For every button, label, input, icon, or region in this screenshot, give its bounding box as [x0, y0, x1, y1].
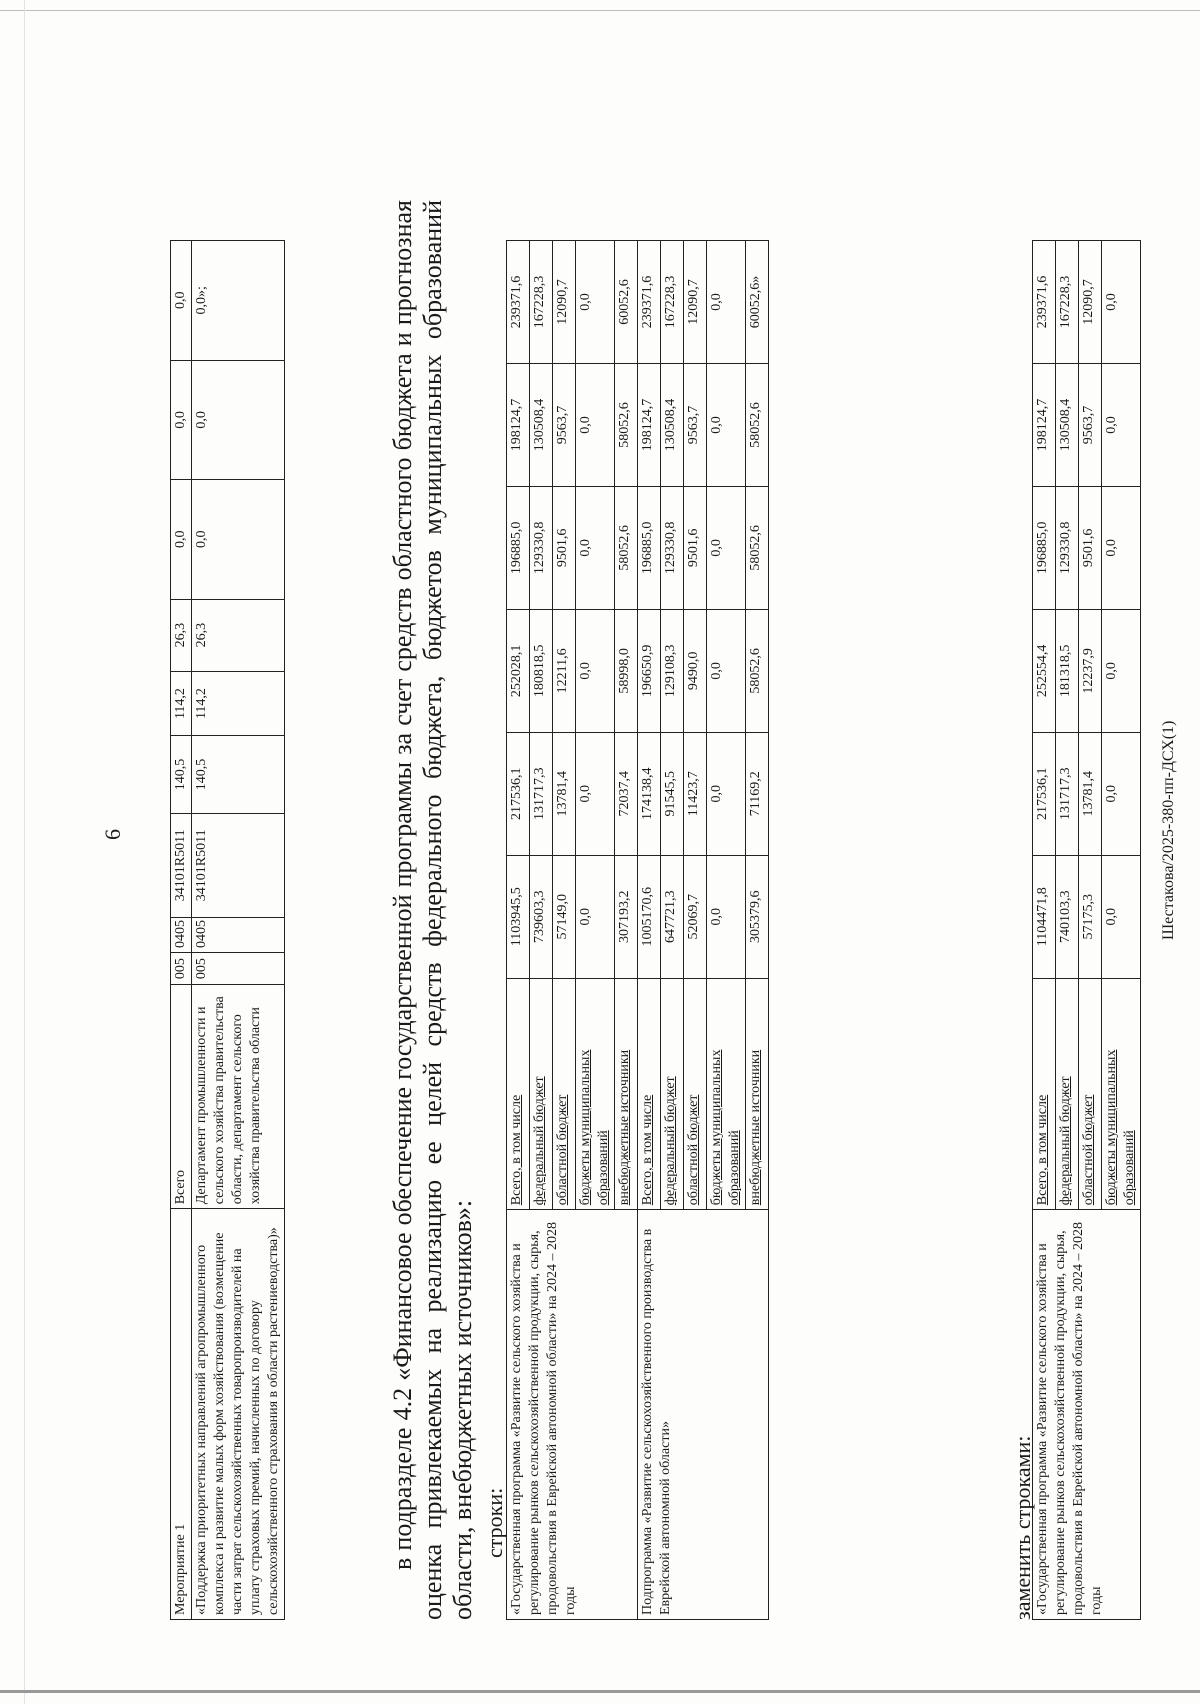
old-rows-table [506, 240, 769, 1620]
year-value-cell: 198124,7 [507, 363, 530, 486]
year-value-cell: 196885,0 [638, 486, 661, 609]
funding-source-cell: внебюджетные источники [746, 978, 769, 1210]
total-value-cell: 740103,3 [1056, 855, 1079, 978]
value-cell: 0,0 [192, 480, 285, 599]
section-code-cell: 0405 [192, 918, 285, 953]
section-code-cell: 0405 [171, 918, 192, 953]
year-value-cell: 196885,0 [1033, 486, 1056, 609]
year-value-cell: 129108,3 [661, 609, 684, 732]
value-cell: 140,5 [171, 736, 192, 813]
funding-source-cell: бюджеты муниципальных образований [576, 978, 615, 1210]
year-value-cell: 196885,0 [507, 486, 530, 609]
total-value-cell: 1005170,6 [638, 855, 661, 978]
year-value-cell: 0,0 [707, 609, 746, 732]
scan-top-edge [0, 0, 1200, 11]
year-value-cell: 196650,9 [638, 609, 661, 732]
year-value-cell: 58052,6 [746, 363, 769, 486]
grbs-code-cell: 005 [171, 952, 192, 984]
year-value-cell: 58052,6 [746, 486, 769, 609]
value-cell: 26,3 [171, 599, 192, 671]
program-name-cell: «Государственная программа «Развитие сельского хозяйства и регулирование рынков сельскохозяйственной продукции, сырья, продовольствия в Еврейской автономной области» на 2024 – 2028 годы [1033, 1210, 1141, 1620]
total-value-cell: 1104471,8 [1033, 855, 1056, 978]
table-row [171, 241, 192, 1620]
scan-bottom-edge [0, 1690, 1200, 1693]
executor-cell: Департамент промышленности и сельского хозяйства правительства области, департамент сельского хозяйства правительства области [192, 985, 285, 1209]
value-cell: 0,0 [171, 241, 192, 361]
year-value-cell: 58052,6 [615, 486, 638, 609]
year-value-cell: 239371,6 [638, 241, 661, 364]
year-value-cell: 0,0 [707, 241, 746, 364]
funding-source-cell: федеральный бюджет [1056, 978, 1079, 1210]
year-value-cell: 252028,1 [507, 609, 530, 732]
year-value-cell: 12090,7 [684, 241, 707, 364]
year-value-cell: 13781,4 [553, 732, 576, 855]
year-value-cell: 0,0 [1102, 241, 1141, 364]
funding-source-cell: областной бюджет [1079, 978, 1102, 1210]
funding-source-cell: областной бюджет [684, 978, 707, 1210]
year-value-cell: 252554,4 [1033, 609, 1056, 732]
value-cell: 114,2 [192, 671, 285, 736]
target-article-cell: 34101R5011 [192, 813, 285, 918]
funding-source-cell: бюджеты муниципальных образований [707, 978, 746, 1210]
table-row [507, 241, 530, 1620]
year-value-cell: 9563,7 [1079, 363, 1102, 486]
funding-source-cell: Всего, в том числе [507, 978, 530, 1210]
year-value-cell: 129330,8 [530, 486, 553, 609]
year-value-cell: 12090,7 [1079, 241, 1102, 364]
table-row [1033, 241, 1056, 1620]
year-value-cell: 180818,5 [530, 609, 553, 732]
year-value-cell: 9501,6 [1079, 486, 1102, 609]
document-footer-id: Шестакова/2025-380-пп-ДСХ(1) [1160, 720, 1177, 940]
value-cell: 114,2 [171, 671, 192, 736]
year-value-cell: 12237,9 [1079, 609, 1102, 732]
total-value-cell: 0,0 [707, 855, 746, 978]
table-row [638, 241, 661, 1620]
year-value-cell: 9563,7 [684, 363, 707, 486]
year-value-cell: 72037,4 [615, 732, 638, 855]
year-value-cell: 0,0 [1102, 732, 1141, 855]
total-value-cell: 739603,3 [530, 855, 553, 978]
year-value-cell: 131717,3 [1056, 732, 1079, 855]
page-number: 6 [100, 829, 125, 840]
year-value-cell: 129330,8 [1056, 486, 1079, 609]
year-value-cell: 58052,6 [615, 363, 638, 486]
paragraph-text: в подразделе 4.2 «Финансовое обеспечение государственной программы за счет средств областного бюджета и прогнозная оценка привлекаемых на реализацию ее целей средств федерального бюджета, бюджетов муниципальных образований области, внебюджетных источников»: [388, 200, 477, 1620]
year-value-cell: 0,0 [1102, 486, 1141, 609]
year-value-cell: 58998,0 [615, 609, 638, 732]
total-value-cell: 1103945,5 [507, 855, 530, 978]
table-row [192, 241, 285, 1620]
funding-source-cell: Всего, в том числе [638, 978, 661, 1210]
grbs-code-cell: 005 [192, 952, 285, 984]
year-value-cell: 9563,7 [553, 363, 576, 486]
subprogram-name-cell: Подпрограмма «Развитие сельскохозяйственного производства в Еврейской автономной области» [638, 1210, 769, 1620]
year-value-cell: 167228,3 [661, 241, 684, 364]
year-value-cell: 60052,6 [615, 241, 638, 364]
year-value-cell: 0,0 [707, 732, 746, 855]
measure-title: Мероприятие 1 [171, 1209, 192, 1620]
year-value-cell: 0,0 [1102, 363, 1141, 486]
year-value-cell: 9501,6 [553, 486, 576, 609]
funding-source-cell: внебюджетные источники [615, 978, 638, 1210]
year-value-cell: 0,0 [576, 732, 615, 855]
replace-label: заменить строками: [1010, 1435, 1035, 1620]
year-value-cell: 0,0 [576, 241, 615, 364]
year-value-cell: 0,0 [576, 486, 615, 609]
measure-table [170, 240, 285, 1620]
scan-left-edge [0, 0, 25, 1704]
year-value-cell: 9501,6 [684, 486, 707, 609]
year-value-cell: 9490,0 [684, 609, 707, 732]
year-value-cell: 0,0 [1102, 609, 1141, 732]
year-value-cell: 239371,6 [1033, 241, 1056, 364]
year-value-cell: 131717,3 [530, 732, 553, 855]
year-value-cell: 11423,7 [684, 732, 707, 855]
year-value-cell: 0,0 [576, 363, 615, 486]
funding-source-cell: бюджеты муниципальных образований [1102, 978, 1141, 1210]
value-cell: 0,0»; [192, 241, 285, 361]
year-value-cell: 71169,2 [746, 732, 769, 855]
year-value-cell: 198124,7 [638, 363, 661, 486]
total-value-cell: 52069,7 [684, 855, 707, 978]
funding-source-cell: областной бюджет [553, 978, 576, 1210]
lines-label: строки: [482, 1487, 507, 1558]
year-value-cell: 60052,6» [746, 241, 769, 364]
year-value-cell: 167228,3 [1056, 241, 1079, 364]
executor-cell: Всего [171, 985, 192, 1209]
year-value-cell: 198124,7 [1033, 363, 1056, 486]
year-value-cell: 58052,6 [746, 609, 769, 732]
year-value-cell: 129330,8 [661, 486, 684, 609]
year-value-cell: 0,0 [707, 486, 746, 609]
year-value-cell: 0,0 [576, 609, 615, 732]
total-value-cell: 647721,3 [661, 855, 684, 978]
funding-source-cell: федеральный бюджет [530, 978, 553, 1210]
paragraph-indent [388, 1570, 417, 1620]
year-value-cell: 13781,4 [1079, 732, 1102, 855]
total-value-cell: 0,0 [576, 855, 615, 978]
measure-description: «Поддержка приоритетных направлений агропромышленного комплекса и развитие малых форм хозяйствования (возмещение части затрат сельскохозяйственных товаропроизводителей на уплату страховых премий, начисленных по договору сельскохозяйственного страхования в области растениеводства)» [192, 1209, 285, 1620]
year-value-cell: 91545,5 [661, 732, 684, 855]
year-value-cell: 217536,1 [507, 732, 530, 855]
year-value-cell: 130508,4 [530, 363, 553, 486]
program-name-cell: «Государственная программа «Развитие сельского хозяйства и регулирование рынков сельскохозяйственной продукции, сырья, продовольствия в Еврейской автономной области» на 2024 – 2028 годы [507, 1210, 638, 1620]
total-value-cell: 57149,0 [553, 855, 576, 978]
year-value-cell: 0,0 [707, 363, 746, 486]
year-value-cell: 130508,4 [1056, 363, 1079, 486]
year-value-cell: 167228,3 [530, 241, 553, 364]
year-value-cell: 130508,4 [661, 363, 684, 486]
year-value-cell: 217536,1 [1033, 732, 1056, 855]
total-value-cell: 307193,2 [615, 855, 638, 978]
value-cell: 0,0 [171, 360, 192, 479]
total-value-cell: 57175,3 [1079, 855, 1102, 978]
rotated-content [170, 60, 1200, 1620]
value-cell: 0,0 [192, 360, 285, 479]
year-value-cell: 181318,5 [1056, 609, 1079, 732]
value-cell: 0,0 [171, 480, 192, 599]
new-rows-table [1032, 240, 1141, 1620]
year-value-cell: 239371,6 [507, 241, 530, 364]
value-cell: 26,3 [192, 599, 285, 671]
year-value-cell: 12090,7 [553, 241, 576, 364]
year-value-cell: 174138,4 [638, 732, 661, 855]
year-value-cell: 12211,6 [553, 609, 576, 732]
funding-source-cell: Всего, в том числе [1033, 978, 1056, 1210]
total-value-cell: 305379,6 [746, 855, 769, 978]
amendment-paragraph [388, 200, 478, 1620]
value-cell: 140,5 [192, 736, 285, 813]
total-value-cell: 0,0 [1102, 855, 1141, 978]
target-article-cell: 34101R5011 [171, 813, 192, 918]
funding-source-cell: федеральный бюджет [661, 978, 684, 1210]
